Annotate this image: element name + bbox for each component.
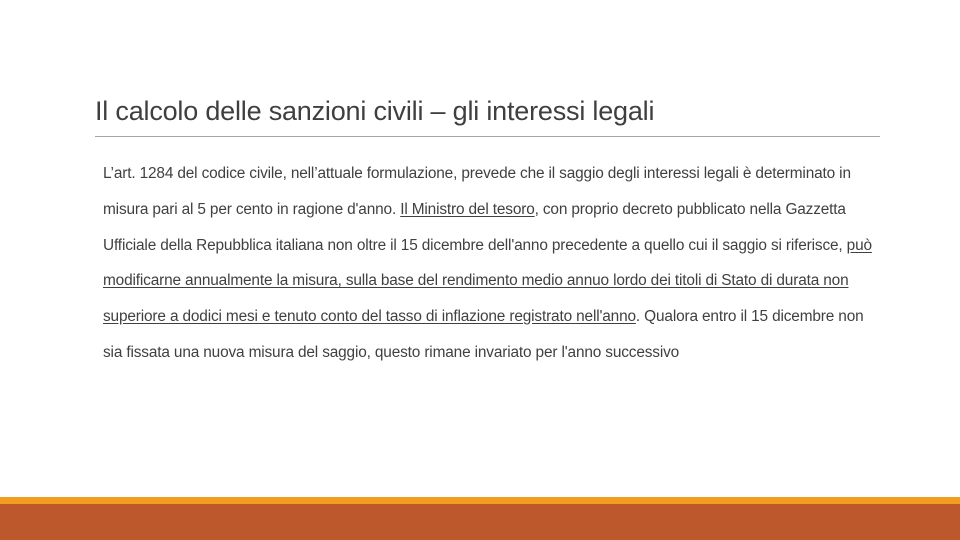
slide-title: Il calcolo delle sanzioni civili – gli interessi legali <box>95 96 655 126</box>
body-underlined-modifica: può modificarne annualmente la misura, sulla base del rendimento medio annuo lordo dei titoli di Stato di durata non superiore a dodici mesi e tenuto conto del tasso di inflazione registrato nell'anno <box>103 236 872 326</box>
body-underlined-ministro: Il Ministro del tesoro <box>400 200 535 218</box>
body-paragraph <box>103 156 883 371</box>
body-text-part-3: . Qualora entro il 15 dicembre non sia fissata una nuova misura del saggio, questo rimane invariato per l'anno successivo <box>103 308 864 361</box>
body-text-part-2: , con proprio decreto pubblicato nella Gazzetta Ufficiale della Repubblica italiana non oltre il 15 dicembre dell'anno precedente a quello cui il saggio si riferisce, <box>103 200 847 254</box>
footer-accent-band-bottom <box>0 504 960 540</box>
body-text-part-1: L’art. 1284 del codice civile, nell’attuale formulazione, prevede che il saggio degli interessi legali è determinato in misura pari al 5 per cento in ragione d'anno. <box>103 165 851 218</box>
footer-accent-band-top <box>0 497 960 504</box>
title-divider <box>95 136 880 137</box>
